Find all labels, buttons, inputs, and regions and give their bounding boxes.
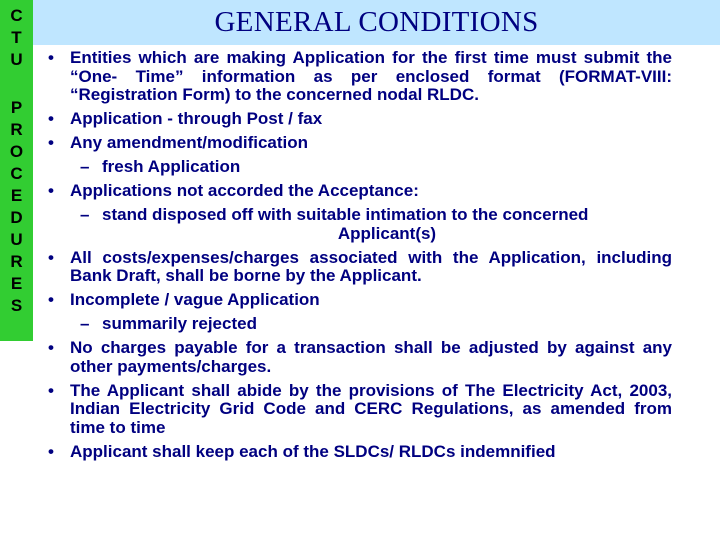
side-letter: D <box>10 208 23 227</box>
bullet-icon: • <box>48 338 54 357</box>
side-letter: O <box>9 142 24 161</box>
side-letter: P <box>10 98 23 117</box>
dash-icon: – <box>80 314 90 333</box>
bullet-icon: • <box>48 441 54 461</box>
list-item <box>48 134 672 153</box>
sub-item-text: fresh Application <box>102 157 241 176</box>
side-letter: U <box>10 50 23 69</box>
side-letter: R <box>10 252 23 271</box>
side-letter: U <box>10 230 23 249</box>
side-letter: T <box>11 28 22 47</box>
side-letter: E <box>10 274 23 293</box>
list-item <box>48 110 672 129</box>
sub-item-text: summarily rejected <box>102 314 257 333</box>
list-item <box>48 382 672 438</box>
dash-icon: – <box>80 205 90 224</box>
dash-icon: – <box>80 157 90 176</box>
list-item-text: Applications not accorded the Acceptance: <box>70 181 419 200</box>
list-item-text: All costs/expenses/charges associated with the Application, including Bank Draft, shall be borne by the Applicant. <box>70 247 672 285</box>
bullet-icon: • <box>48 380 54 400</box>
bullet-icon: • <box>48 247 54 267</box>
side-letter: C <box>10 6 23 25</box>
list-item <box>48 182 672 201</box>
list-item-text: Entities which are making Application for the first time must submit the “One- Time” information as per enclosed format (FORMAT-VIII: “Registration Form) to the concerned nodal RLDC. <box>70 48 672 104</box>
list-item <box>48 291 672 310</box>
bullet-icon: • <box>48 48 54 67</box>
sub-item <box>48 158 672 177</box>
list-item-text: Incomplete / vague Application <box>70 290 320 309</box>
page-title: GENERAL CONDITIONS <box>214 6 539 38</box>
list-item <box>48 49 672 105</box>
bullet-icon: • <box>48 290 54 309</box>
sub-item <box>48 206 672 243</box>
side-letter: C <box>10 164 23 183</box>
sub-item-text-continued: Applicant(s) <box>337 223 437 243</box>
side-letter: E <box>10 186 23 205</box>
list-item <box>48 249 672 286</box>
list-item-text: Applicant shall keep each of the SLDCs/ RLDCs indemnified <box>70 441 556 461</box>
list-item-text: Any amendment/modification <box>70 133 309 152</box>
side-letter: R <box>10 120 23 139</box>
list-item-text: The Applicant shall abide by the provisions of The Electricity Act, 2003, Indian Electricity Grid Code and CERC Regulations, as amended from time to time <box>70 380 672 437</box>
sub-item-text: stand disposed off with suitable intimation to the concerned <box>102 205 589 224</box>
list-item-text: No charges payable for a transaction shall be adjusted by against any other payments/charges. <box>70 338 672 376</box>
list-item <box>48 443 672 462</box>
bullet-icon: • <box>48 181 54 200</box>
list-item-text: Application - through Post / fax <box>70 109 323 128</box>
list-item <box>48 339 672 376</box>
conditions-list <box>48 49 672 467</box>
bullet-icon: • <box>48 133 54 152</box>
side-letter: S <box>10 296 23 315</box>
sub-item <box>48 315 672 334</box>
bullet-icon: • <box>48 109 54 128</box>
